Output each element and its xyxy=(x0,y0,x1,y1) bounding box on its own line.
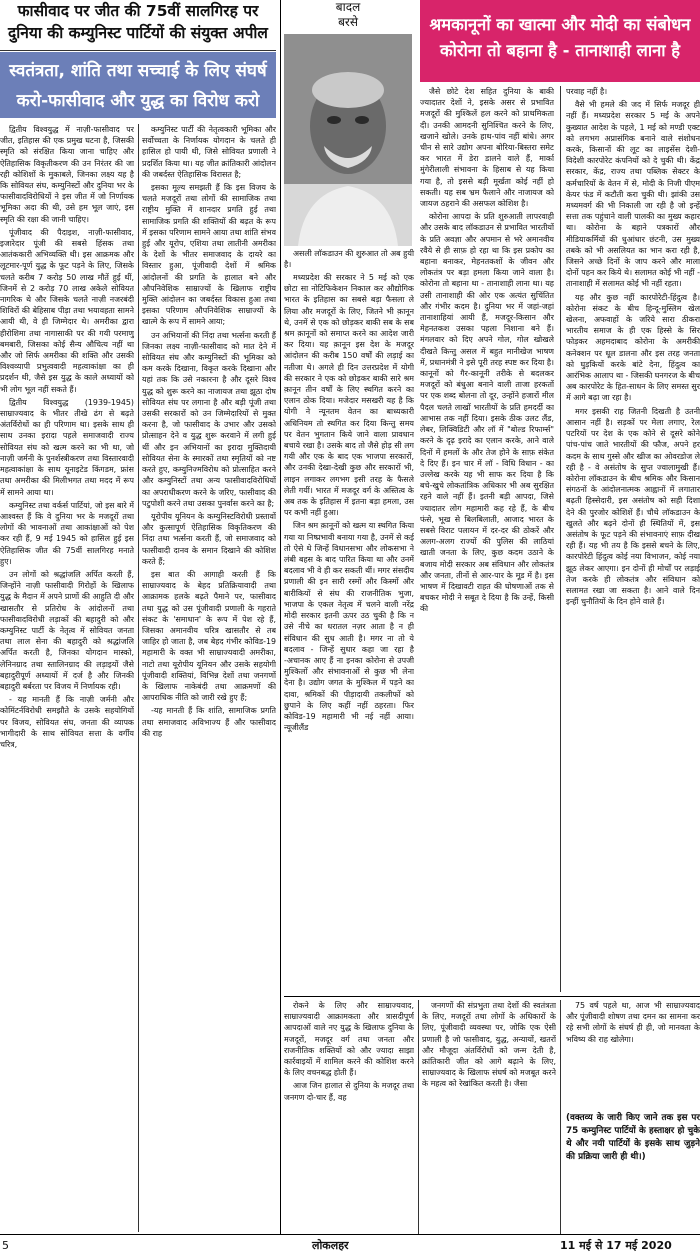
left-headline: फासीवाद पर जीत की 75वीं सालगिरह पर दुनिया की कम्युनिस्ट पार्टियों की संयुक्त अपील xyxy=(8,2,268,42)
paragraph: मगर इसकी राह जितनी दिखती है उतनी आसान नहीं है। सड़कों पर मेला लगाए, रेल पटरियों पर देश के एक कोने से दूसरे कोने पांच-पांच जाते भारतीयों की फौज, अपने हर कदम के साथ गुस्से और खीज का ओवरडोज ले रही है - वे असंतोष के सुप्त ज्वालामुखी हैं। कोरोना लॉकडाउन के बीच श्रमिक और किसान संगठनों के आंदोलनात्मक आह्वानों में लगातार बढ़ती हिस्सेदारी, इस असंतोष को सही दिशा देने की पुरजोर कोशिशें हैं। चौथे लॉकडाउन के खुलते और बढ़ने दोनों ही स्थितियों में, इस असंतोष के फूट पड़ने की संभावनाएं साफ़ दीख रही हैं। यह भी तय है कि इससे बचने के लिए, कारपोरेटी हिंदुत्व कोई नया विभाजन, कोई नया झूठ लेकर आएगा। इन दोनों ही मोर्चों पर लड़ाई तेज करके ही लोकतंत्र और संविधान को सलामत रखा जा सकता है। आने वाले दिन इन्हीं चुनौतियों के दिन होने वाले हैं। xyxy=(566,406,700,607)
section-divider xyxy=(284,996,700,997)
paragraph: यह और कुछ नहीं कारपोरेटी-हिंदुत्व है। कोरोना संकट के बीच हिन्दू-मुस्लिम खेल खेलना, अफवाहों के जरिये सारा ठीकरा भारतीय समाज के ही एक हिस्से के सिर फोड़कर अहमदाबाद कोरोना के अमरीकी कनेक्शन पर धूल डालना और इस तरह जनता को घुड़कियों करके बांटे देना, हिंदुत्व का आरंभिक आलाप था - जिसकी घनगरज के बीच अब कारपोरेट के हित-साधन के लिए समस्त सुर में आगे बढ़ा जा रहा है। xyxy=(566,292,700,403)
middle-article-column xyxy=(284,272,414,992)
paragraph: द्वितीय विश्वयुद्ध (1939-1945) साम्राज्यवाद के भीतर तीखे ढंग से बढ़ते अंतर्विरोधों का ही परिणाम था। इसके साथ ही साथ उनका इरादा पहले समाजवादी राज्य सोवियत संघ को खत्म करने का भी था, जो नाज़ी जर्मनी के पुनर्शस्त्रीकरण तथा विस्तारवादी महत्वाकांक्षा के साथ यूनाइटेड किंगडम, फ्रांस तथा अमरीका की मिलीभगत तथा मदद में रूप में सामने आया था। xyxy=(0,397,134,497)
issue-date: 11 मई से 17 मई 2020 xyxy=(560,1239,672,1252)
paragraph: -यह मानती हैं कि शांति, सामाजिक प्रगति तथा समाजवाद अविभाज्य हैं और फासीवाद की राह xyxy=(142,706,276,738)
paragraph: आज जिन हालात से दुनिया के मजदूर तथा जनगण दो-चार हैं, वह xyxy=(284,1081,414,1102)
right-banner-heading: श्रमकानूनों का खात्मा और मोदी का संबोधन कोरोना तो बहाना है - तानाशाही लाना है xyxy=(420,0,700,82)
paragraph: पूंजीवाद की पैदाइश, नाज़ी-फासीवाद, इजारेदार पूंजी की सबसे हिंसक तथा आतंककारी अभिव्यक्ति थी। इस आक्रमक और लूटमार-पूर्ण युद्ध के फूट पड़ने के लिए, जिसके चलते करीब 7 करोड़ 50 लाख मौतें हुई थीं, जिनमें से 2 करोड़ 70 लाख अकेले सोवियत नागरिक थे और जिसके चलते नाज़ी नजरबंदी शिविरों की बेहिसाब पीड़ा तथा भयावहता सामने आयी थी, वे ही जिम्मेदार थे। अमरीका द्वारा हीरोशिमा तथा नागासाकी पर की गयी परमाणु बमबारी, जिसका कोई सैन्य औचित्य नहीं था और जो सिर्फ अमरीका की शक्ति और उसकी विश्वव्यापी प्रभुत्ववादी महत्वाकांक्षा का ही प्रदर्शन थी, जैसे इस युद्ध के काले अध्यायों को भी लोग भूल नहीं सकते हैं। xyxy=(0,227,134,394)
column-divider xyxy=(560,1000,561,1234)
right-article-column-1 xyxy=(420,86,554,992)
byline xyxy=(284,0,412,34)
footer-rule xyxy=(0,1234,700,1235)
paragraph: कम्युनिस्ट पार्टी की नेतृत्वकारी भूमिका और सर्वोच्चता के निर्णायक योगदान के चलते ही हासिल हो पायी थी, जिसे सोवियत प्रणाली ने प्रदर्शित किया था। यह जीत क्रांतिकारी आंदोलन की जबर्दस्त ऐतिहासिक विरासत है; xyxy=(142,125,276,179)
byline-name: बादल xyxy=(335,0,361,14)
paragraph: असली लॉकडाउन की शुरुआत तो अब हुयी है। xyxy=(284,249,414,270)
paragraph: 75 वर्ष पहले था, आज भी साम्राज्यवाद और पूंजीवादी शोषण तथा दमन का सामना कर रहे सभी लोगों के संघर्ष ही ही, जो मानवता के भविष्य की राह खोलेगा। xyxy=(566,1001,700,1044)
signatories-note: (वक्तव्य के जारी किए जाने तक इस पर 75 कम्युनिस्ट पार्टियों के हस्ताक्षर हो चुके थे और नयी पार्टियों के इसके साथ जुड़ने की प्रक्रिया जारी ही थी।) xyxy=(566,1113,700,1162)
column-divider xyxy=(560,86,561,992)
paragraph: - यह मानती हैं कि नाज़ी जर्मनी और कोमिंटर्नविरोधी समझौते के उसके सहयोगियों पर विजय, सोवियत संघ, जनता की व्यापक भागीदारी के साथ सोवियत सत्ता के वर्गीय चरित्र, xyxy=(0,695,134,749)
paragraph: परवाह नहीं है। xyxy=(566,87,608,96)
paragraph: रोकने के लिए और साम्राज्यवाद, साम्राज्यवादी आक्रामकता और त्रासदीपूर्ण आपदाओं वाले नए युद्ध के खिलाफ दुनिया के मजदूरों, मजदूर वर्ग तथा जनता और राजनीतिक शक्तियों को और ज्यादा साझा कार्रवाइयों में शामिल करने की कोशिश करने के लिए वचनबद्ध होती हैं। xyxy=(284,1001,414,1078)
paragraph: इसका मूल्य समझती हैं कि इस विजय के चलते मजदूरों तथा लोगों की सामाजिक तथा राष्ट्रीय मुक्ति में शानदार प्रगति हुई तथा सामाजिक प्रगति की शक्तियों की बढ़त के रूप में इसका परिणाम सामने आया तथा शांति संभव हुई और यूरोप, एशिया तथा लातीनी अमरीका के देशों के भीतर समाजवाद के दायरे का विस्तार हुआ, पूंजीवादी देशों में श्रमिक आंदोलनों की प्रगति के हालात बने और औपनिवेशिक साम्राज्यों के खिलाफ राष्ट्रीय मुक्ति आंदोलन का जबर्दस्त विकास हुआ तथा इसका परिणाम औपनिवेशिक साम्राज्यों के खात्मे के रूप में सामने आया; xyxy=(142,183,276,327)
page-footer xyxy=(0,1236,700,1255)
bottom-column-1 xyxy=(284,1000,414,1234)
bottom-column-3 xyxy=(566,1000,700,1110)
right-article-column-2 xyxy=(566,86,700,992)
bottom-column-2 xyxy=(422,1000,556,1234)
paragraph: मध्यप्रदेश की सरकार ने 5 मई को एक छोटा सा नोटिफिकेशन निकाल कर औद्योगिक भारत के इतिहास का सबसे बड़ा फैसला ले लिया और मजदूरों के लिए, जितने भी क़ानून थे, उनमें से एक को छोड़कर बाकी सब के सब श्रम क़ानूनों को समाप्त करने का आदेश जारी कर दिया। यह क़ानून इस देश के मजदूर आंदोलन की करीब 150 वर्षों की लड़ाई का नतीजा थे। अगले ही दिन उत्तरप्रदेश में योगी की सरकार ने एक को छोड़कर बाकी सारे श्रम क़ानून तीन वर्षों के लिए स्थगित करने का एलान ठोक दिया। मजेदार मसखरी यह है कि योगी ने न्यूनतम वेतन का बाध्यकारी अधिनियम तो स्थगित कर दिया किन्तु समय पर वेतन भुगतान किये जाने वाला प्रावधान बचाये रखा है। उसके बाद तो जैसे होड़ सी लग गयी और एक के बाद एक भाजपा सरकारों, और उनकी देखा-देखी कुछ और सरकारों भी, लाइन लगाकर लगभग इसी तरह के फैसले लेती गयीं। भारत में मजदूर वर्ग के अस्तित्व के अब तक के इतिहास में इतना बड़ा हमला, उस पर कभी नहीं हुआ। xyxy=(284,273,414,518)
paragraph: वैसे भी हमले की जद में सिर्फ मजदूर ही नहीं हैं। मध्यप्रदेश सरकार 5 मई के अपने कुख्यात आदेश के पहले, 1 मई को मण्डी एक्ट को लगभग अप्रासंगिक बनाने वाले संशोधन करके, किसानों की लूट का लाइसेंस देशी-विदेशी कारपोरेट कंपनियों को दे चुकी थी। केंद्र सरकार, केंद्र, राज्य तथा पब्लिक सेक्टर के कर्मचारियों के वेतन में से, मोदी के निजी पीएम केयर फंड में कटौती करा चुकी थी। झांकी उस मध्यमवर्ग की भी निकाली जा रही है जो इन्हें सत्ता तक पहुंचाने वाली पालकी का मुख्य कहार था। कोरोना के बहाने पत्रकारों और मीडियाकर्मियों की धुआंधार छंटनी, उस मुख्य तबके को भी असलियत का भान करा रही है, जिसने अच्छे दिनों के जाप करने और माला दोनों पहन कर किये थे। सलामत कोई भी नहीं - तानाशाही में सलामत कोई भी नहीं रहता। xyxy=(566,100,700,289)
paragraph: उन अभियानों की निंदा तथा भर्त्सना करती हैं जिनका लक्ष्य नाज़ी-फासीवाद को मात देने में सोवियत संघ और कम्युनिस्टों की भूमिका को कम करके दिखाना, विकृत करके दिखाना और यहां तक कि उसे नकारना है और दूसरे विश्व युद्ध को शुरू करने का नाजायज तथा झूठा दोष सोवियत संघ पर लगाना है और बड़ी पूंजी तथा उसकी सरकारों को उन जिम्मेदारियों से मुक्त करना है, जो फासीवाद के उभार और उसको प्रोत्साहन देने व युद्ध शुरू करवाने में लगी हुई थीं और इन अभियानों का इरादा मुक्तिदायी सोवियत सेना के स्मारकों तथा स्मृतियों को नष्ट करते हुए, कम्युनिज्मविरोध को प्रोत्साहित करने और कम्युनिस्टों तथा अन्य फासीवादविरोधियों का अपराधीकरण करने के जरिए, फासीवाद की पटुपोशी करने तथा उसका पुनर्वास करने का है; xyxy=(142,330,276,508)
column-divider xyxy=(418,1000,419,1234)
left-article-column-2 xyxy=(142,124,276,1234)
paragraph: जिन श्रम क़ानूनों को खत्म या स्थगित किया गया या निष्प्रभावी बनाया गया है, उनमें से कई तो ऐसे थे जिन्हें विधानसभा और लोकसभा ने लंबी बहस के बाद पारित किया था और उनमें बदलाव भी वे ही कर सकती थीं। मगर संसदीय प्रणाली की इन सारी रस्मों और किस्मों और बारीकियों से संघ की राजनीतिक भुजा, भाजपा के एकल नेतृत्व में चलने वाली नरेंद्र मोदी सरकार इतनी ऊपर उठ चुकी है कि न उसे नीचे का धरातल नज़र आता है न ही संविधान की सुध आती है। मगर ना तो ये बदलाव - जिन्हें सुधार कहा जा रहा है -अचानक आए हैं ना इनका कोरोना से उपजी मुश्किलों और संभावनाओं से कुछ भी लेना देना है। उद्योग जगत के मुश्किल में पड़ने का दावा, श्रमिकों की पीड़ादायी तकलीफों को छुपाने के लिए कहीं नहीं ठहरता। फिर कोविड-19 महामारी भी नई नहीं आया। न्यूजीलैंड xyxy=(284,521,414,733)
author-portrait-icon xyxy=(284,34,412,246)
paragraph: कम्युनिस्ट तथा वर्कर्स पार्टियां, जो इस बारे में आश्वस्त हैं कि वे दुनिया भर के मजदूरों तथा लोगों की भावनाओं तथा आकांक्षाओं को पेश कर रही हैं, 9 मई 1945 को हासिल हुई इस ऐतिहासिक जीत की 75वीं सालगिरह मनाते हुए। xyxy=(0,500,134,566)
author-photo xyxy=(284,34,412,246)
left-banner-heading: स्वतंत्रता, शांति तथा सच्चाई के लिए संघर्ष करो-फासीवाद और युद्ध का विरोध करो xyxy=(0,52,276,118)
photo-caption xyxy=(284,248,414,270)
publication-name: लोकलहर xyxy=(312,1239,349,1252)
page-number: 5 xyxy=(2,1239,9,1252)
column-divider xyxy=(138,124,139,1232)
left-article-column-1 xyxy=(0,124,134,1234)
paragraph: कोरोना आपदा के प्रति शुरुआती लापरवाही और उसके बाद लॉकडाउन से प्रभावित भारतीयों के प्रति अवज्ञा और अपमान से भरे अमानवीय रवैये से ही साफ़ हो रहा था कि इस प्रकोप का बहाना बनाकर, मेहनतकशों के जीवन और लोकतंत्र पर बड़ा हमला किया जाने वाला है। कोरोना तो बहाना था - तानाशाही लाना था। यह उसी तानाशाही की ओर एक अत्यंत सुचिंतित और गंभीर कदम है। दुनिया भर में जहां-जहां तानाशाहियां आयी हैं, मजदूर-किसान और मेहनतकश उसका पहला निशाना बने हैं। मंगलवार को दिए अपने गोल, गोल खोखले दीखते किन्तु असल में बहुत मानीखेज भाषण में, प्रधानमंत्री ने इसे पूरी तरह स्पष्ट कर दिया है। कानूनों को गैर-कानूनी तरीके से बदलकर मजदूरों को बंधुआ बनाने वाली ताजा हरकतों पर एक शब्द बोलना तो दूर, उन्होंने हजारों मील पैदल चलते लाखों भारतीयों के प्रति हमदर्दी का आभास तक नहीं दिया। इसके ठीक उलट लैंड, लेबर, लिक्विडिटी और लॉ में "बोल्ड रिफार्म्स" करने के दृढ़ इरादे का एलान करके, आने वाले दिनों में हमलों के और तेज होने के साफ़ संकेत दे दिए हैं। इन चार में लॉ - विधि विधान - का उल्लेख करके यह भी साफ कर दिया है कि बचे-खुचे लोकतांत्रिक अधिकार भी अब सुरक्षित रहने वाले नहीं हैं। इतनी बड़ी आपदा, जिसे ज्यादातर लोग महामारी कह रहे हैं, के बीच फंसे, भूख से बिलबिलाती, आजाद भारत के सबसे विराट पलायन में दर-दर की ठोकरें और अलग-अलग राज्यों की पुलिस की लाठियां खाती जनता के लिए, कुछ कदम उठाने के बजाय मोदी सरकार अब संविधान और लोकतंत्र और जनता, तीनों से आर-पार के मूड में है। इस भाषण में दिखावटी राहत की घोषणाओं तक से बचकर मोदी ने सबूत दे दिया है कि उन्हें, किसी की xyxy=(420,212,554,614)
paragraph: जैसे छोटे देश सहित दुनिया के बाकी ज्यादातर देशों ने, इसके असर से प्रभावित मजदूरों की मुश्किलें हल करने को प्राथमिकता दी। उनकी आमदनी सुनिश्चित करने के लिए, खजाने खोले। उनके हाथ-पांव नहीं बांधे। अगर चीन से सारे उद्योग अपना बोरिया-बिस्तरा समेट कर भारत में डेरा डालने वाले हैं, मार्का मुंगेरीलाली संभावना के हिसाब से यह किया गया है, तो इससे बड़ी मूर्खता कोई नहीं हो सकती। यह सब भ्रम फैलाने और नाजायज को जायज ठहराने की असफल कोशिश है। xyxy=(420,87,554,209)
paragraph: यूरोपीय यूनियन के कम्युनिस्टविरोधी प्रस्तावों और कुत्सापूर्ण ऐतिहासिक विकृतिकरण की निंदा तथा भर्त्सना करती हैं, जो समाजवाद को फासीवादी दानव के समान दिखाने की कोशिश करते हैं; xyxy=(142,511,276,566)
paragraph: जनगणों की संप्रभुता तथा देशों की स्वतंत्रता के लिए, मजदूरों तथा लोगों के अधिकारों के लिए, पूंजीवादी व्यवस्था पर, जोकि एक ऐसी प्रणाली है जो फासीवाद, युद्ध, अन्यायों, खतरों और मौजूदा अंतर्विरोधों को जन्म देती है, क्रांतिकारी जीत को आगे बढ़ाने के लिए, साम्राज्यवाद के खिलाफ संघर्ष को मजबूत करने के महत्व को रेखांकित करती है। जैसा xyxy=(422,1001,556,1089)
divider xyxy=(0,50,276,51)
article-divider xyxy=(280,0,281,1234)
byline-surname: बरसे xyxy=(338,15,358,29)
paragraph: उन लोगों को श्रद्धांजलि अर्पित करती हैं, जिन्होंने नाज़ी फासीवादी गिरोहों के खिलाफ युद्ध के मैदान में अपने प्राणों की आहुति दी और खासतौर से प्रतिरोध के आंदोलनों तथा फासीवादविरोधी लड़ाकों की बहादुरी को और कम्युनिस्ट पार्टी के नेतृत्व में सोवियत जनता तथा लाल सेना की बहादुरी को श्रद्धांजलि अर्पित करती है, जिनका योगदान मास्को, लेनिनग्राद तथा स्तालिनग्राद की लड़ाइयों जैसे बहादुरीपूर्ण अध्यायों में दर्ज है और जिनकी बहादुरी बर्बरता पर विजय में निर्णायक रही। xyxy=(0,569,134,691)
paragraph: इस बात की आगाही करती हैं कि साम्राज्यवाद के बेहद प्रतिक्रियावादी तथा आक्रामक हलके बढ़ते पैमाने पर, फासीवाद तथा युद्ध को उस पूंजीवादी प्रणाली के गहराते संकट के 'समाधान' के रूप में पेश रहे हैं, जिसका अमानवीय चरित्र खासतौर से तब जाहिर हो जाता है, जब बेहद गंभीर कोविड-19 महामारी के वक्त भी साम्राज्यवादी अमरीका, नाटो तथा यूरोपीय यूनियन और उसके सहयोगी पूंजीवादी शक्तियां, विभिन्न देशों तथा जनगणों के खिलाफ नाकेबंदी तथा आक्रमणों की आपराधिक नीति को जारी रखे हुए हैं; xyxy=(142,569,276,703)
paragraph: द्वितीय विश्वयुद्ध में नाज़ी-फासीवाद पर जीत, इतिहास की एक प्रमुख घटना है, जिसकी स्मृति को संरक्षित किया जाना चाहिए और ऐतिहासिक विकृतीकरण की उन निरंतर की जा रही कोशिशों के मुकाबले, जिनका लक्ष्य यह है कि सोवियत संघ, कम्युनिस्टों और दुनिया भर के फासीवादविरोधियों ने इस जीत में जो निर्णायक भूमिका अदा की थी, उसे हम भूल जाएं, इस स्मृति की रक्षा की जानी चाहिए। xyxy=(0,125,134,224)
